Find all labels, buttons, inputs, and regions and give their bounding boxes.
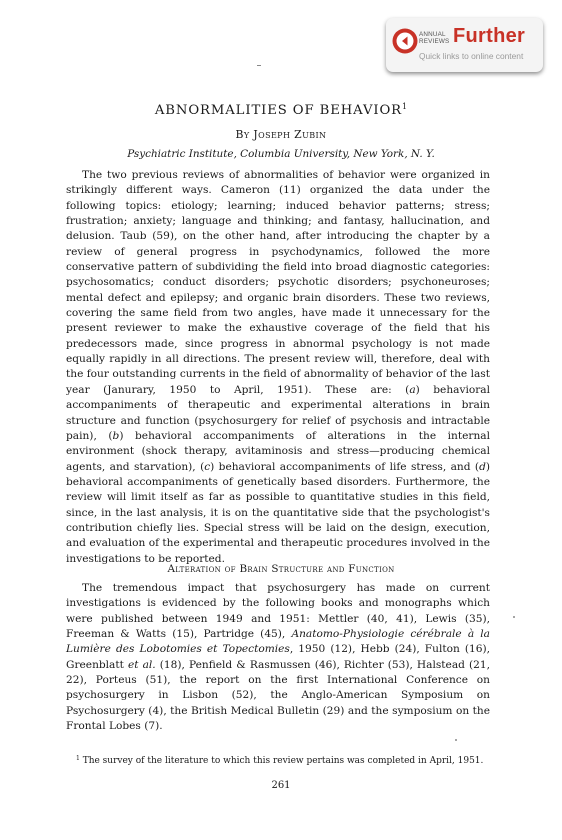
banner-subtitle[interactable]: Quick links to online content — [419, 51, 524, 61]
author-affiliation: Psychiatric Institute, Columbia University, New York, N. Y. — [127, 148, 435, 160]
scan-mark — [257, 65, 261, 66]
banner-reviews: REVIEWS — [419, 38, 450, 45]
article-title-text: ABNORMALITIES OF BEHAVIOR — [154, 103, 403, 118]
para1-text-4: ) behavioral accompaniments of life stress, and ( — [210, 460, 480, 473]
para2-et-al: et al. — [127, 658, 156, 671]
title-footnote-marker[interactable]: 1 — [402, 102, 408, 111]
para1-label-b: b — [112, 429, 120, 442]
para1-label-c: c — [204, 460, 211, 473]
footnote-marker: 1 — [76, 755, 80, 762]
annual-reviews-logo-icon — [392, 28, 418, 54]
scan-speck — [513, 616, 515, 618]
para1-text-1: The two previous reviews of abnormalities of behavior were organized in strikingly different ways. Cameron (11) organized the data under the following topics: etiology; learning; induced behavior patterns; stress; frustration; anxiety; language and thinking; and fantasy, hallucination, and delusion. Taub (59), on the other hand, after introducing the chapter by a review of general progress in psychodynamics, followed the more conservative pattern of subdividing the field into broad diagnostic categories: psychosomatics; conduct disorders; psychotic disorders; psychoneuroses; mental defect and epilepsy; and organic brain disorders. These two reviews, covering the same field from two angles, have made it unnecessary for the present reviewer to make the exhaustive coverage of the field that his predecessors made, since progress in abnormal psychology is not made equally rapidly in all directions. The present review will, therefore, deal with the four outstanding currents in the field of abnormality of behavior of the last year (Janurary, 1950 to April, 1951). These are: ( — [66, 169, 490, 396]
banner-annual: ANNUAL — [419, 31, 446, 38]
article-author: By Joseph Zubin — [235, 128, 327, 141]
footnote-text: The survey of the literature to which this review pertains was completed in April, 1951. — [79, 756, 484, 766]
para2-book-title: Anatomo-Physiologie cérébrale à la Lumière des Lobotomies et Topectomies — [66, 628, 490, 656]
section-heading: Alteration of Brain Structure and Function — [167, 563, 395, 575]
further-banner[interactable] — [386, 18, 543, 72]
article-title — [0, 102, 562, 118]
banner-title: Further — [453, 25, 526, 47]
para2-text-1: The tremendous impact that psychosurgery has made on current investigations is evidenced by the following books and monographs which were published between 1949 and 1951: Mettler (40, 41), Lewis (35), Freeman & Watts (15), Partridge (45), — [66, 582, 490, 641]
para2-text-3: (18), Penfield & Rasmussen (46), Richter (53), Halstead (21, 22), Porteus (51), the report on the first International Conference on psychosurgery in Lisbon (52), the Anglo-American Symposium on Psychosurgery (4), the British Medical Bulletin (29) and the symposium on the Frontal Lobes (7). — [66, 658, 490, 733]
footnote — [66, 752, 490, 768]
banner-annual-reviews-label — [419, 31, 449, 45]
para1-label-d: d — [479, 460, 486, 473]
para1-text-5: ) behavioral accompaniments of genetically based disorders. Furthermore, the review will limit itself as far as possible to quantitative studies in this field, since, in the last analysis, it is on the quantitative side that the psychologist's contribution chiefly lies. Special stress will be laid on the design, execution, and evaluation of the experimental and therapeutic procedures involved in the investigations to be reported. — [66, 460, 490, 565]
page-number: 261 — [271, 780, 291, 791]
para1-text-2: ) behavioral accompaniments of therapeutic and experimental alterations in brain structure and function (psychosurgery for relief of psychosis and intractable pain), ( — [66, 383, 490, 442]
para2-text-2: , 1950 (12), Hebb (24), Fulton (16), Greenblatt — [66, 643, 490, 671]
body-paragraph-1 — [66, 168, 490, 567]
body-paragraph-2 — [66, 581, 490, 734]
para1-label-a: a — [409, 383, 416, 396]
para1-text-3: ) behavioral accompaniments of alterations in the internal environment (shock therapy, avitaminosis and stress—producing chemical agents, and starvation), ( — [66, 429, 490, 473]
scan-speck — [455, 739, 457, 741]
